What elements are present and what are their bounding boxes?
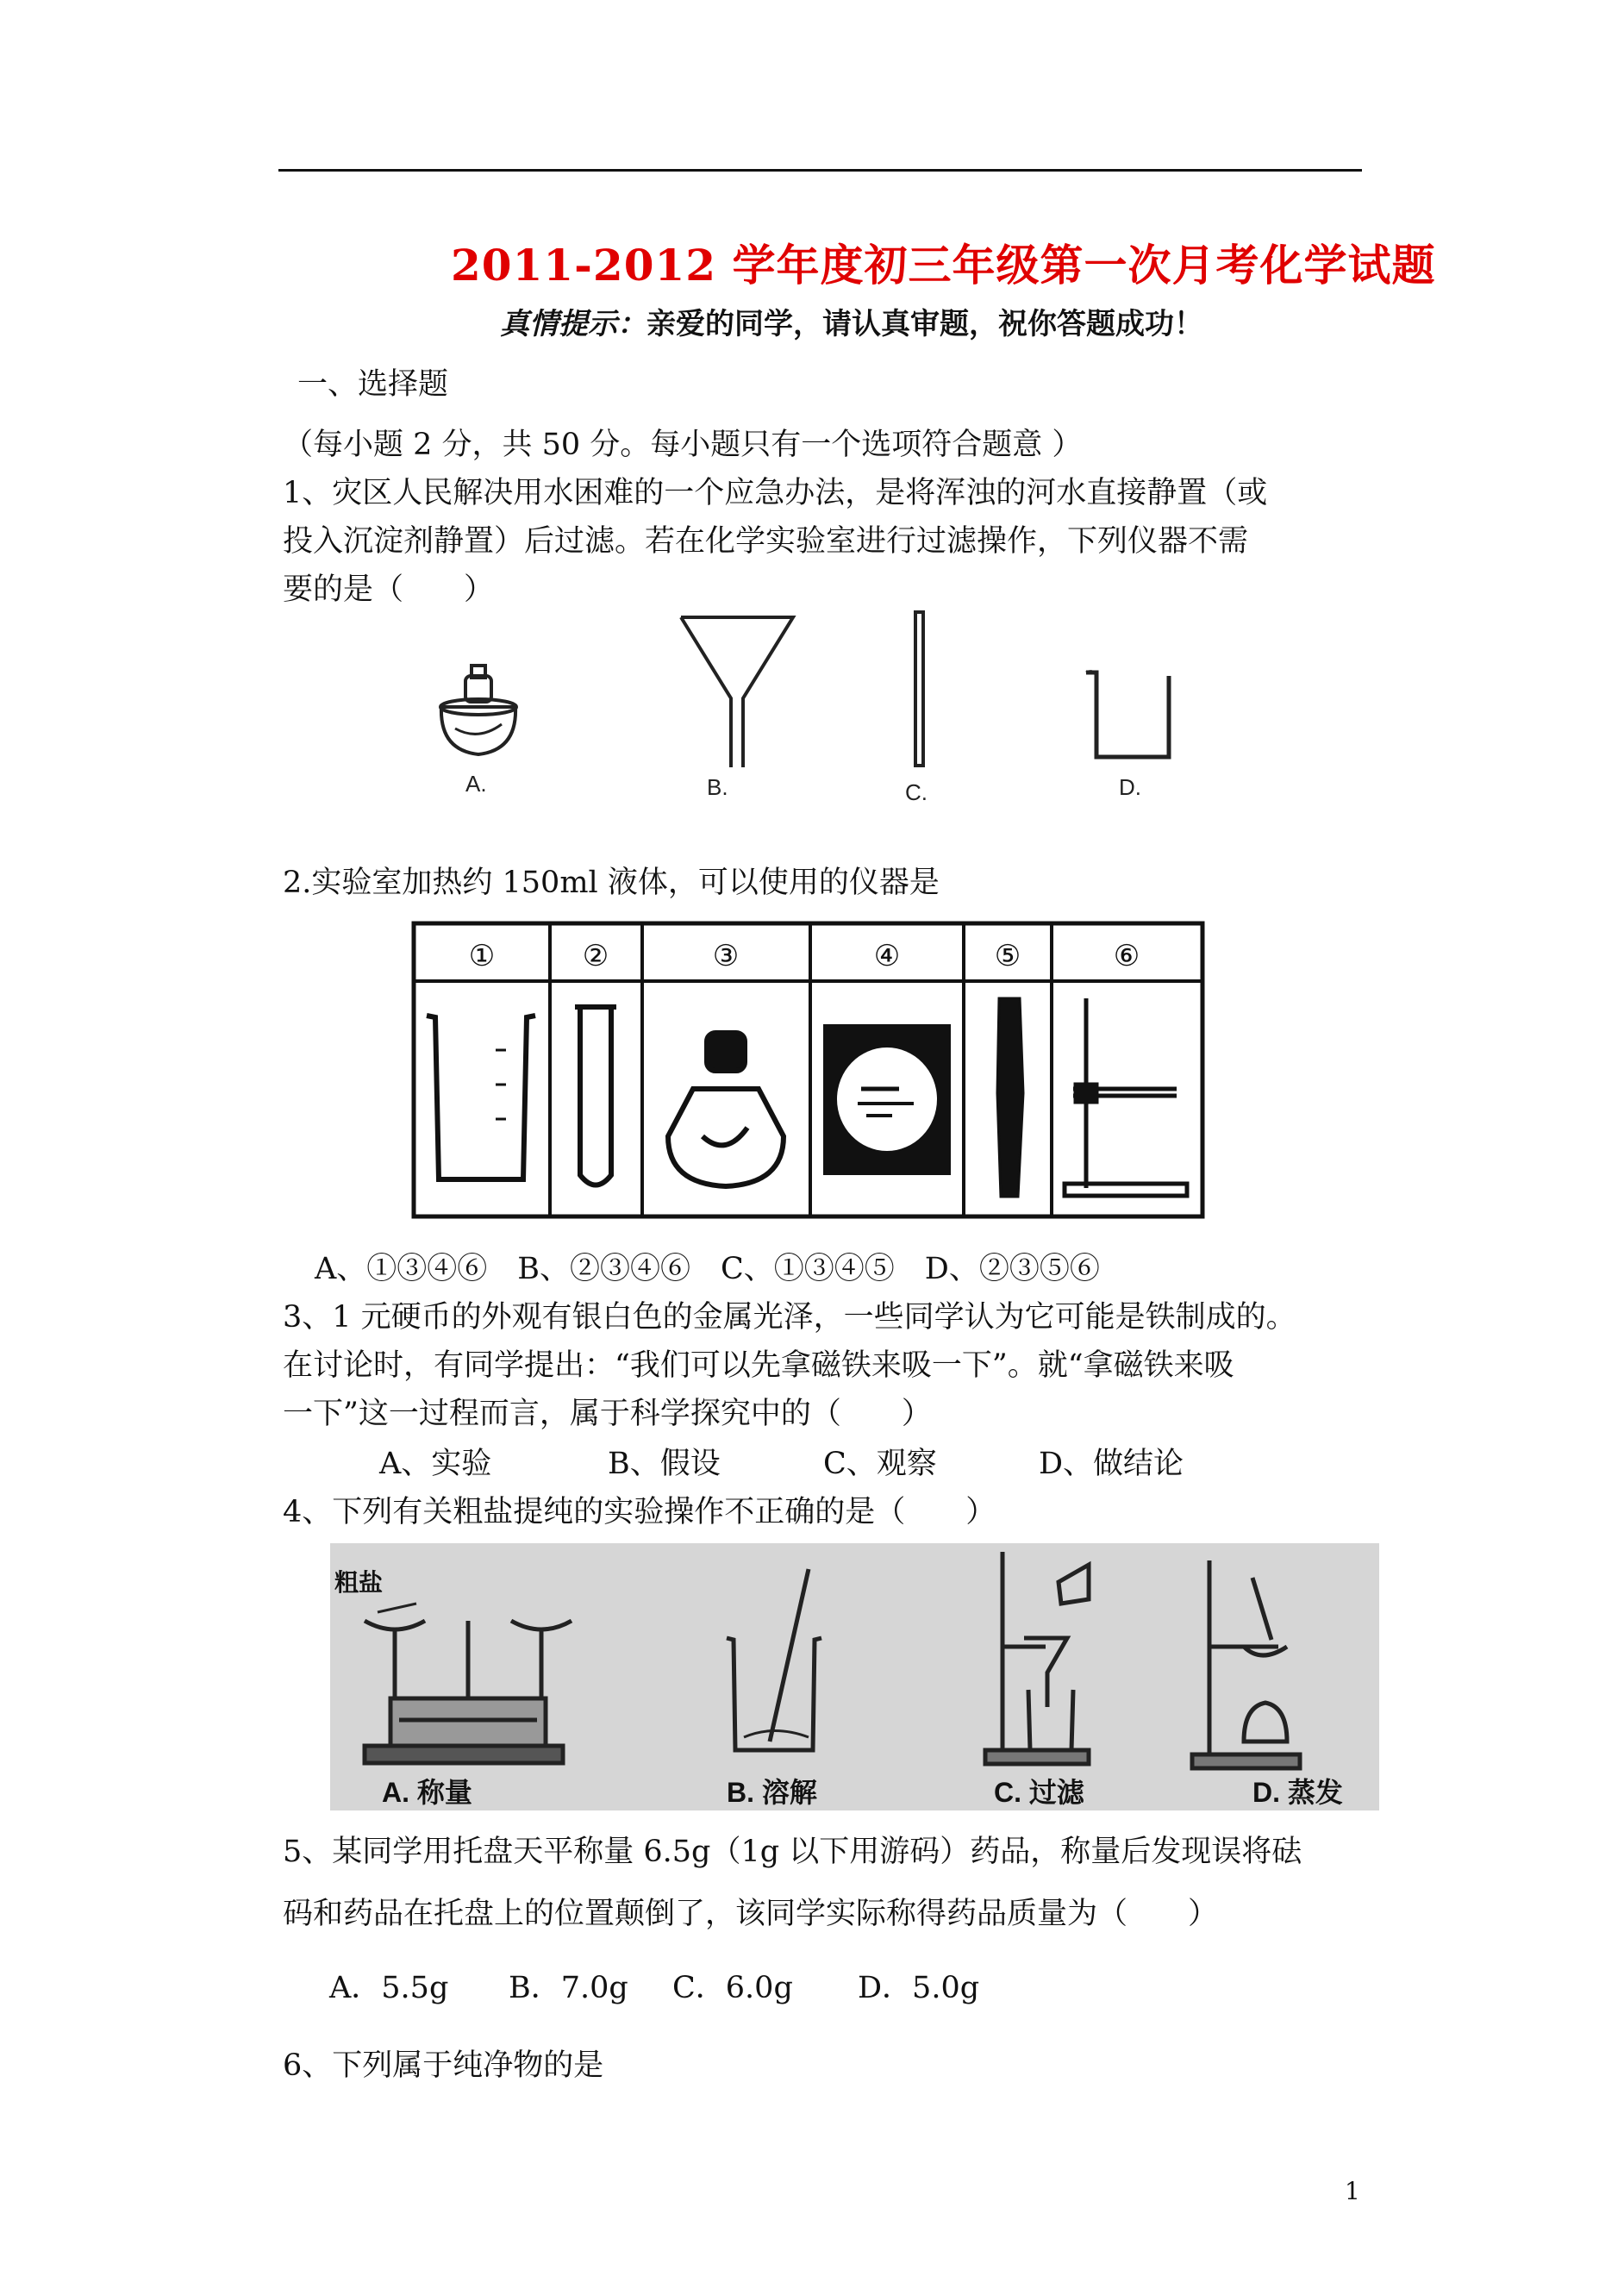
q4-label-d: D. 蒸发 xyxy=(1252,1777,1343,1808)
q1-label-c: C. xyxy=(905,779,928,805)
table-header-5: ⑤ xyxy=(994,940,1021,972)
beaker-icon xyxy=(1086,672,1169,757)
q2-stem: 2.实验室加热约 150ml 液体，可以使用的仪器是 xyxy=(283,866,940,900)
q1-label-b: B. xyxy=(707,774,728,800)
table-header-6: ⑥ xyxy=(1113,940,1140,972)
q5-option-a: A．5.5g xyxy=(329,1971,449,2005)
header-rule xyxy=(278,169,1362,172)
tip-text: 亲爱的同学，请认真审题，祝你答题成功！ xyxy=(646,307,1203,341)
tip-lead: 真情提示： xyxy=(500,307,646,341)
q4-crude-salt-label: 粗盐 xyxy=(334,1569,384,1596)
q4-figure xyxy=(330,1543,1379,1810)
funnel-icon xyxy=(681,617,793,767)
wire-gauze-icon xyxy=(823,1024,951,1175)
q1-line-2: 投入沉淀剂静置）后过滤。若在化学实验室进行过滤操作，下列仪器不需 xyxy=(283,524,1249,559)
q1-line-1: 1、灾区人民解决用水困难的一个应急办法，是将浑浊的河水直接静置（或 xyxy=(283,476,1268,510)
table-header-3: ③ xyxy=(712,940,740,972)
q4-label-a: A. 称量 xyxy=(382,1777,472,1808)
crucible-tongs-icon xyxy=(997,998,1023,1197)
page-number: 1 xyxy=(1345,2177,1360,2205)
q4-label-c: C. 过滤 xyxy=(994,1777,1084,1808)
tip-line xyxy=(500,300,1203,342)
alcohol-lamp-icon xyxy=(440,666,516,754)
q3-line-2: 在讨论时，有同学提出：“我们可以先拿磁铁来吸一下”。就“拿磁铁来吸 xyxy=(283,1348,1234,1383)
q3-line-3: 一下”这一过程而言，属于科学探究中的（ ） xyxy=(283,1397,932,1431)
q4-stem: 4、下列有关粗盐提纯的实验操作不正确的是（ ） xyxy=(283,1495,996,1529)
q3-option-c: C、观察 xyxy=(823,1447,937,1481)
table-header-2: ② xyxy=(582,940,609,972)
table-header-1: ① xyxy=(468,940,496,972)
balance-icon xyxy=(365,1604,572,1763)
q1-line-3: 要的是（ ） xyxy=(283,572,495,607)
q5-line-2: 码和药品在托盘上的位置颠倒了，该同学实际称得药品质量为（ ） xyxy=(283,1897,1219,1931)
q2-options: A、①③④⑥ B、②③④⑥ C、①③④⑤ D、②③⑤⑥ xyxy=(315,1252,1100,1286)
q3-option-b: B、假设 xyxy=(608,1447,721,1481)
q5-line-1: 5、某同学用托盘天平称量 6.5g（1g 以下用游码）药品，称量后发现误将砝 xyxy=(283,1835,1302,1869)
q5-option-c: C．6.0g xyxy=(672,1971,793,2005)
q1-label-d: D. xyxy=(1119,774,1141,800)
q6-stem: 6、下列属于纯净物的是 xyxy=(283,2048,604,2083)
exam-title: 2011-2012 学年度初三年级第一次月考化学试题 xyxy=(451,240,1436,291)
q5-option-b: B．7.0g xyxy=(509,1971,628,2005)
section-instructions: （每小题 2 分，共 50 分。每小题只有一个选项符合题意 ） xyxy=(283,428,1083,462)
section-heading: 一、选择题 xyxy=(297,367,449,402)
q1-label-a: A. xyxy=(465,771,487,797)
q5-option-d: D．5.0g xyxy=(858,1971,980,2005)
q1-figure xyxy=(422,603,1198,819)
q3-option-a: A、实验 xyxy=(379,1447,492,1481)
q2-instrument-table xyxy=(409,921,1207,1223)
table-header-4: ④ xyxy=(873,940,901,972)
q3-option-d: D、做结论 xyxy=(1039,1447,1184,1481)
glass-rod-icon xyxy=(915,612,923,766)
q4-label-b: B. 溶解 xyxy=(727,1777,817,1808)
q3-line-1: 3、1 元硬币的外观有银白色的金属光泽，一些同学认为它可能是铁制成的。 xyxy=(283,1300,1296,1335)
